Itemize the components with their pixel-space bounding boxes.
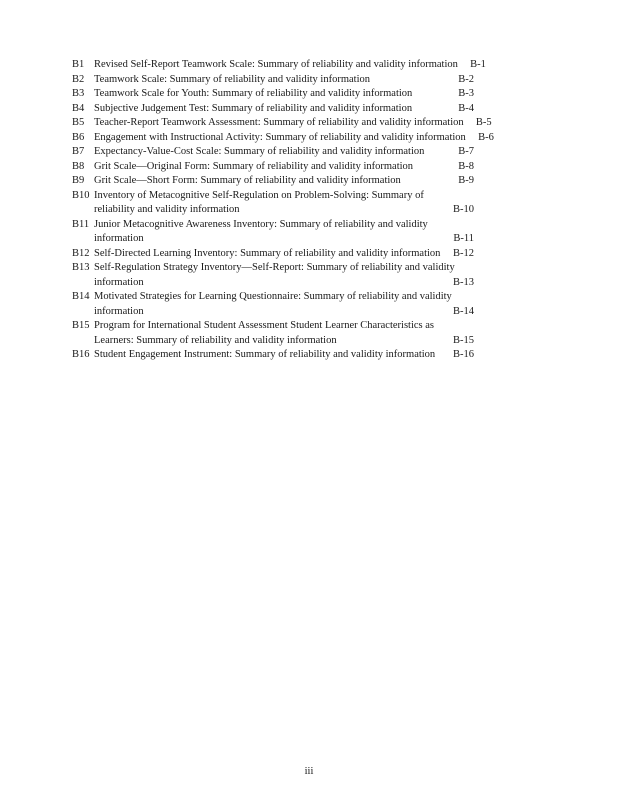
toc-entry-page: B-6 xyxy=(478,131,494,143)
toc-entry-title xyxy=(94,116,492,131)
toc-entry-line xyxy=(94,319,474,334)
toc-entry-text: reliability and validity information xyxy=(94,204,240,215)
toc-entry-page: B-7 xyxy=(458,146,474,157)
toc-entry-number: B10 xyxy=(72,189,90,201)
toc-entry-text: Grit Scale—Short Form: Summary of reliability and validity information xyxy=(94,175,401,186)
toc-entry-title xyxy=(94,261,474,290)
toc-entry-line xyxy=(94,73,474,88)
toc-entry-page: B-14 xyxy=(453,305,474,317)
toc-entry-text: Revised Self-Report Teamwork Scale: Summary of reliability and validity information xyxy=(94,59,458,70)
toc-entry-line xyxy=(94,305,474,320)
toc-entry-page: B-16 xyxy=(453,349,474,360)
toc-entry-line xyxy=(94,145,474,160)
toc-entry-line xyxy=(94,276,474,291)
toc-entry-text: Expectancy-Value-Cost Scale: Summary of reliability and validity information xyxy=(94,146,425,157)
toc-entry-title xyxy=(94,290,474,319)
toc-entry-page: B-5 xyxy=(475,117,492,128)
toc-entry-number: B1 xyxy=(72,59,85,70)
toc-entry-line xyxy=(94,334,474,349)
toc-entry-text: Inventory of Metacognitive Self-Regulation on Problem-Solving: Summary of xyxy=(94,189,424,201)
toc-entry-line xyxy=(94,247,474,262)
toc-entry-text: Learners: Summary of reliability and validity information xyxy=(94,334,337,346)
toc-entry-text: Teacher-Report Teamwork Assessment: Summary of reliability and validity information xyxy=(94,117,464,128)
toc-entry-page: B-1 xyxy=(470,59,486,70)
toc-entry[interactable] xyxy=(72,87,474,102)
toc-entry-text: information xyxy=(94,233,144,244)
toc-entry-number: B4 xyxy=(72,102,85,114)
toc-entry-text: Program for International Student Assessment Student Learner Characteristics as xyxy=(94,320,434,331)
toc-entry-page: B-12 xyxy=(453,247,474,259)
toc-entry[interactable] xyxy=(72,116,492,131)
toc-entry-page: B-4 xyxy=(458,102,474,114)
toc-entry-text: Self-Regulation Strategy Inventory—Self-Report: Summary of reliability and validity xyxy=(94,262,455,273)
toc-entry-text: Junior Metacognitive Awareness Inventory: Summary of reliability and validity xyxy=(94,218,428,230)
toc-entry[interactable] xyxy=(72,145,474,160)
toc-entry-number: B14 xyxy=(72,291,90,302)
toc-entry-text: Self-Directed Learning Inventory: Summary of reliability and validity information xyxy=(94,247,441,259)
toc-entry[interactable] xyxy=(72,102,474,117)
toc-entry[interactable] xyxy=(72,261,474,290)
toc-entry-line xyxy=(94,174,474,189)
toc-entry-page: B-3 xyxy=(458,88,474,99)
toc-entry-text: Teamwork Scale for Youth: Summary of reliability and validity information xyxy=(94,88,413,99)
toc-entry-line xyxy=(94,58,486,73)
toc-entry-line xyxy=(94,102,474,117)
toc-entry-number: B15 xyxy=(72,320,90,331)
toc-entry-number: B2 xyxy=(72,73,85,85)
toc-entry[interactable] xyxy=(72,174,474,189)
toc-entry-number: B3 xyxy=(72,88,85,99)
toc-entry-title xyxy=(94,189,474,218)
toc-entry-number: B13 xyxy=(72,262,90,273)
toc-entry-title xyxy=(94,131,494,146)
toc-entry-number: B7 xyxy=(72,146,85,157)
toc-entry-title xyxy=(94,58,486,73)
toc-entry-page: B-13 xyxy=(453,276,474,288)
toc-entry-page: B-11 xyxy=(453,233,474,244)
toc-entry-title xyxy=(94,319,474,348)
toc-entry-number: B8 xyxy=(72,160,85,172)
toc-entry[interactable] xyxy=(72,290,474,319)
toc-entry-title xyxy=(94,218,474,247)
toc-entry-title xyxy=(94,73,474,88)
toc-entry-line xyxy=(94,189,474,204)
toc-entry-line xyxy=(94,160,474,175)
toc-entry-title xyxy=(94,102,474,117)
toc-entry-line xyxy=(94,131,494,146)
toc-entry-number: B11 xyxy=(72,218,90,230)
toc-entry-text: information xyxy=(94,305,144,317)
toc-entry-page: B-10 xyxy=(453,204,474,215)
toc-entry-number: B6 xyxy=(72,131,85,143)
toc-entry[interactable] xyxy=(72,131,494,146)
toc-entry-text: information xyxy=(94,276,144,288)
toc-entry[interactable] xyxy=(72,73,474,88)
toc-entry[interactable] xyxy=(72,58,486,73)
toc-entry-number: B12 xyxy=(72,247,90,259)
toc-entry[interactable] xyxy=(72,189,474,218)
toc-entry-page: B-8 xyxy=(458,160,474,172)
toc-entry-title xyxy=(94,145,474,160)
toc-entry[interactable] xyxy=(72,319,474,348)
toc-entry[interactable] xyxy=(72,348,474,363)
toc-entry-title xyxy=(94,247,474,262)
toc-entry-page: B-9 xyxy=(458,175,474,186)
toc-entry-title xyxy=(94,160,474,175)
toc-entry-line xyxy=(94,218,474,233)
toc-entry-page: B-15 xyxy=(453,334,474,346)
toc-entry-text: Grit Scale—Original Form: Summary of reliability and validity information xyxy=(94,160,414,172)
toc-entry-line xyxy=(94,290,474,305)
toc-entry[interactable] xyxy=(72,247,474,262)
toc-entry-title xyxy=(94,348,474,363)
toc-entry-text: Subjective Judgement Test: Summary of reliability and validity information xyxy=(94,102,413,114)
toc-entry-line xyxy=(94,203,474,218)
toc-entry-text: Motivated Strategies for Learning Questionnaire: Summary of reliability and validity xyxy=(94,291,452,302)
toc-entry-line xyxy=(94,232,474,247)
toc-entry[interactable] xyxy=(72,218,474,247)
toc-entry[interactable] xyxy=(72,160,474,175)
toc-entry-line xyxy=(94,348,474,363)
toc-entry-title xyxy=(94,174,474,189)
toc-entry-title xyxy=(94,87,474,102)
toc-entry-line xyxy=(94,116,492,131)
toc-entry-number: B5 xyxy=(72,117,85,128)
toc-entry-number: B9 xyxy=(72,175,85,186)
toc-entry-line xyxy=(94,261,474,276)
toc-entry-text: Teamwork Scale: Summary of reliability and validity information xyxy=(94,73,370,85)
table-list xyxy=(72,58,494,363)
toc-entry-text: Engagement with Instructional Activity: Summary of reliability and validity information xyxy=(94,131,466,143)
toc-entry-page: B-2 xyxy=(458,73,474,85)
toc-entry-text: Student Engagement Instrument: Summary of reliability and validity information xyxy=(94,349,436,360)
toc-entry-line xyxy=(94,87,474,102)
toc-entry-number: B16 xyxy=(72,349,90,360)
page-number: iii xyxy=(304,766,314,777)
